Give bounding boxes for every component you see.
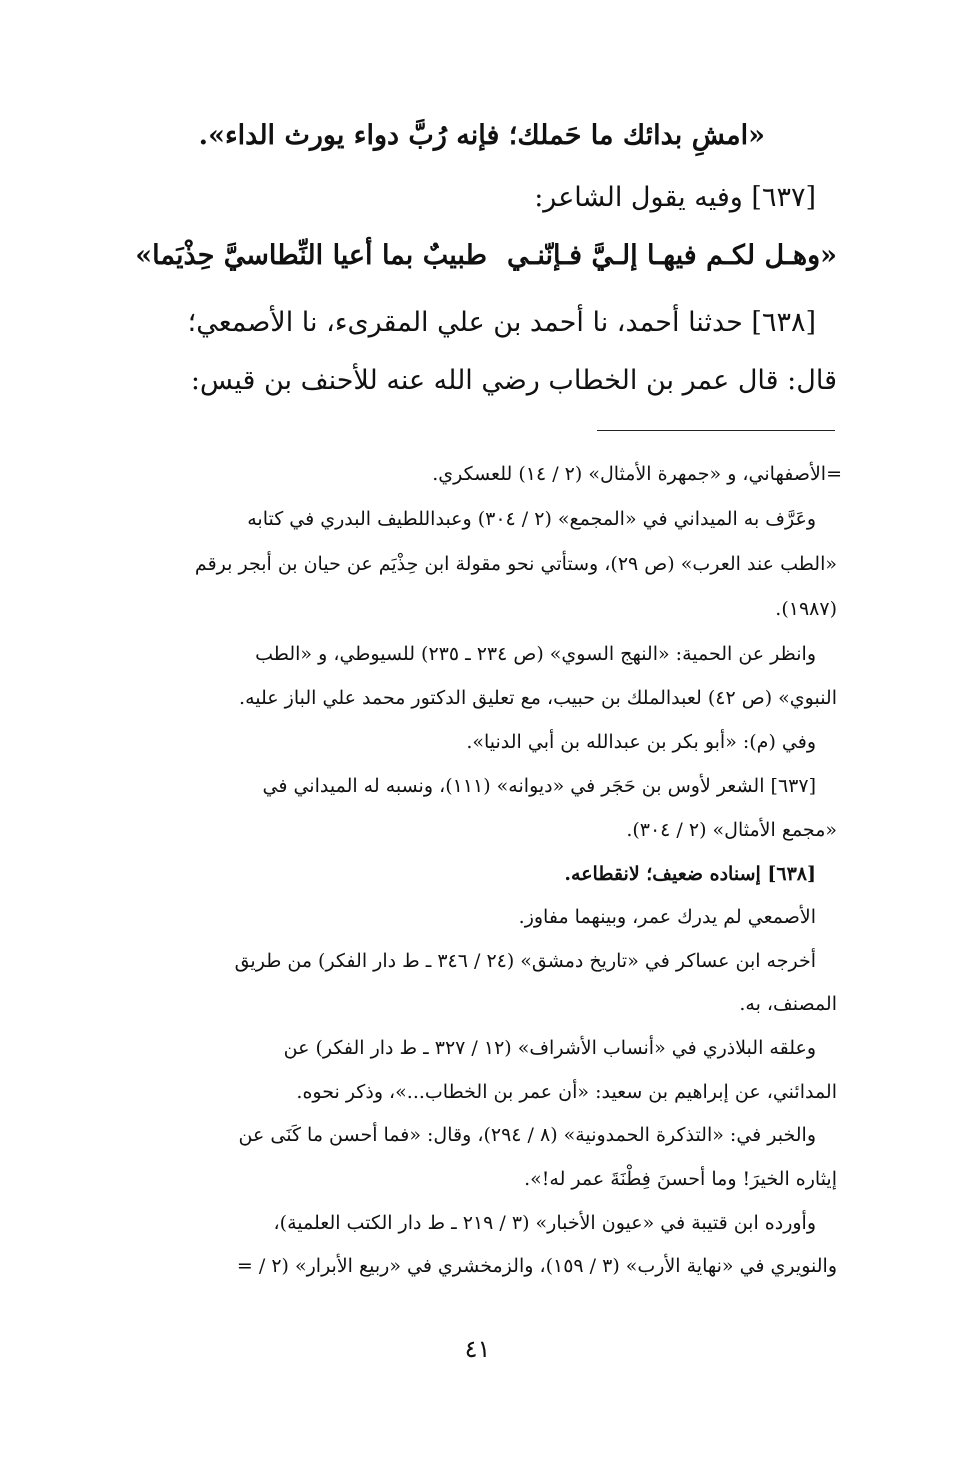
verse-first-hemistich: «وهـل لكـم فيهـا إلـيَّ فـإنّنـي — [506, 240, 837, 271]
footnote-line: الأصمعي لم يدرك عمر، وبينهما مفاوز. — [518, 906, 816, 928]
footnote-line: أخرجه ابن عساكر في «تاريخ دمشق» (٢٤ / ٣٤٦ ـ ط دار الفكر) من طريق — [234, 950, 816, 972]
page-number: ٤١ — [464, 1335, 491, 1363]
footnote-heading: [٦٣٨] إسناده ضعيف؛ لانقطاعه. — [564, 863, 816, 885]
footnote-separator — [597, 430, 835, 431]
footnote-line: وفي (م): «أبو بكر بن عبدالله بن أبي الدنيا». — [466, 731, 816, 753]
footnote-line: وعلقه البلاذري في «أنساب الأشراف» (١٢ / ٣٢٧ ـ ط دار الفكر) عن — [283, 1037, 816, 1059]
main-text-line-2: [٦٣٧] وفيه يقول الشاعر: — [534, 182, 816, 213]
footnote-line: =الأصفهاني، و «جمهرة الأمثال» (٢ / ١٤) للعسكري. — [432, 463, 842, 485]
main-text-line-5: قال: قال عمر بن الخطاب رضي الله عنه للأحنف بن قيس: — [190, 365, 837, 396]
footnote-line: وعَرَّف به الميداني في «المجمع» (٢ / ٣٠٤) وعبداللطيف البدري في كتابه — [247, 508, 816, 530]
footnote-line: «الطب عند العرب» (ص ٢٩)، وستأتي نحو مقولة ابن حِذْيَم عن حيان بن أبجر برقم — [194, 553, 837, 575]
footnote-line: «مجمع الأمثال» (٢ / ٣٠٤). — [626, 819, 837, 841]
footnote-line: [٦٣٧] الشعر لأوس بن حَجَر في «ديوانه» (١١١)، ونسبه له الميداني في — [262, 775, 816, 797]
footnote-line: وانظر عن الحمية: «النهج السوي» (ص ٢٣٤ ـ ٢٣٥) للسيوطي، و «الطب — [255, 643, 816, 665]
footnote-line: وأورده ابن قتيبة في «عيون الأخبار» (٣ / ٢١٩ ـ ط دار الكتب العلمية)، — [273, 1212, 816, 1234]
footnote-line: المصنف، به. — [739, 993, 837, 1015]
footnote-line: إيثاره الخيرَ! وما أحسنَ فِطْنَةَ عمر له!». — [524, 1168, 837, 1190]
footnote-line: والخبر في: «التذكرة الحمدونية» (٨ / ٢٩٤)، وقال: «فما أحسن ما كَنَى عن — [238, 1124, 816, 1146]
footnote-line: والنويري في «نهاية الأرب» (٣ / ١٥٩)، والزمخشري في «ربيع الأبرار» (٢ / = — [236, 1255, 837, 1277]
main-text-line-4: [٦٣٨] حدثنا أحمد، نا أحمد بن علي المقرىء، نا الأصمعي؛ — [187, 307, 816, 338]
footnote-line: (١٩٨٧). — [775, 598, 837, 620]
footnote-line: النبوي» (ص ٤٢) لعبدالملك بن حبيب، مع تعليق الدكتور محمد علي الباز عليه. — [239, 687, 837, 709]
main-text-line-1: «امشِ بدائك ما حَملك؛ فإنه رُبَّ دواء يورث الداء». — [198, 120, 765, 151]
verse-second-hemistich: طبيبٌ بما أعيا النِّطاسيَّ حِذْيَما» — [135, 240, 487, 271]
footnote-line: المدائني، عن إبراهيم بن سعيد: «أن عمر بن الخطاب...»، وذكر نحوه. — [296, 1081, 837, 1103]
